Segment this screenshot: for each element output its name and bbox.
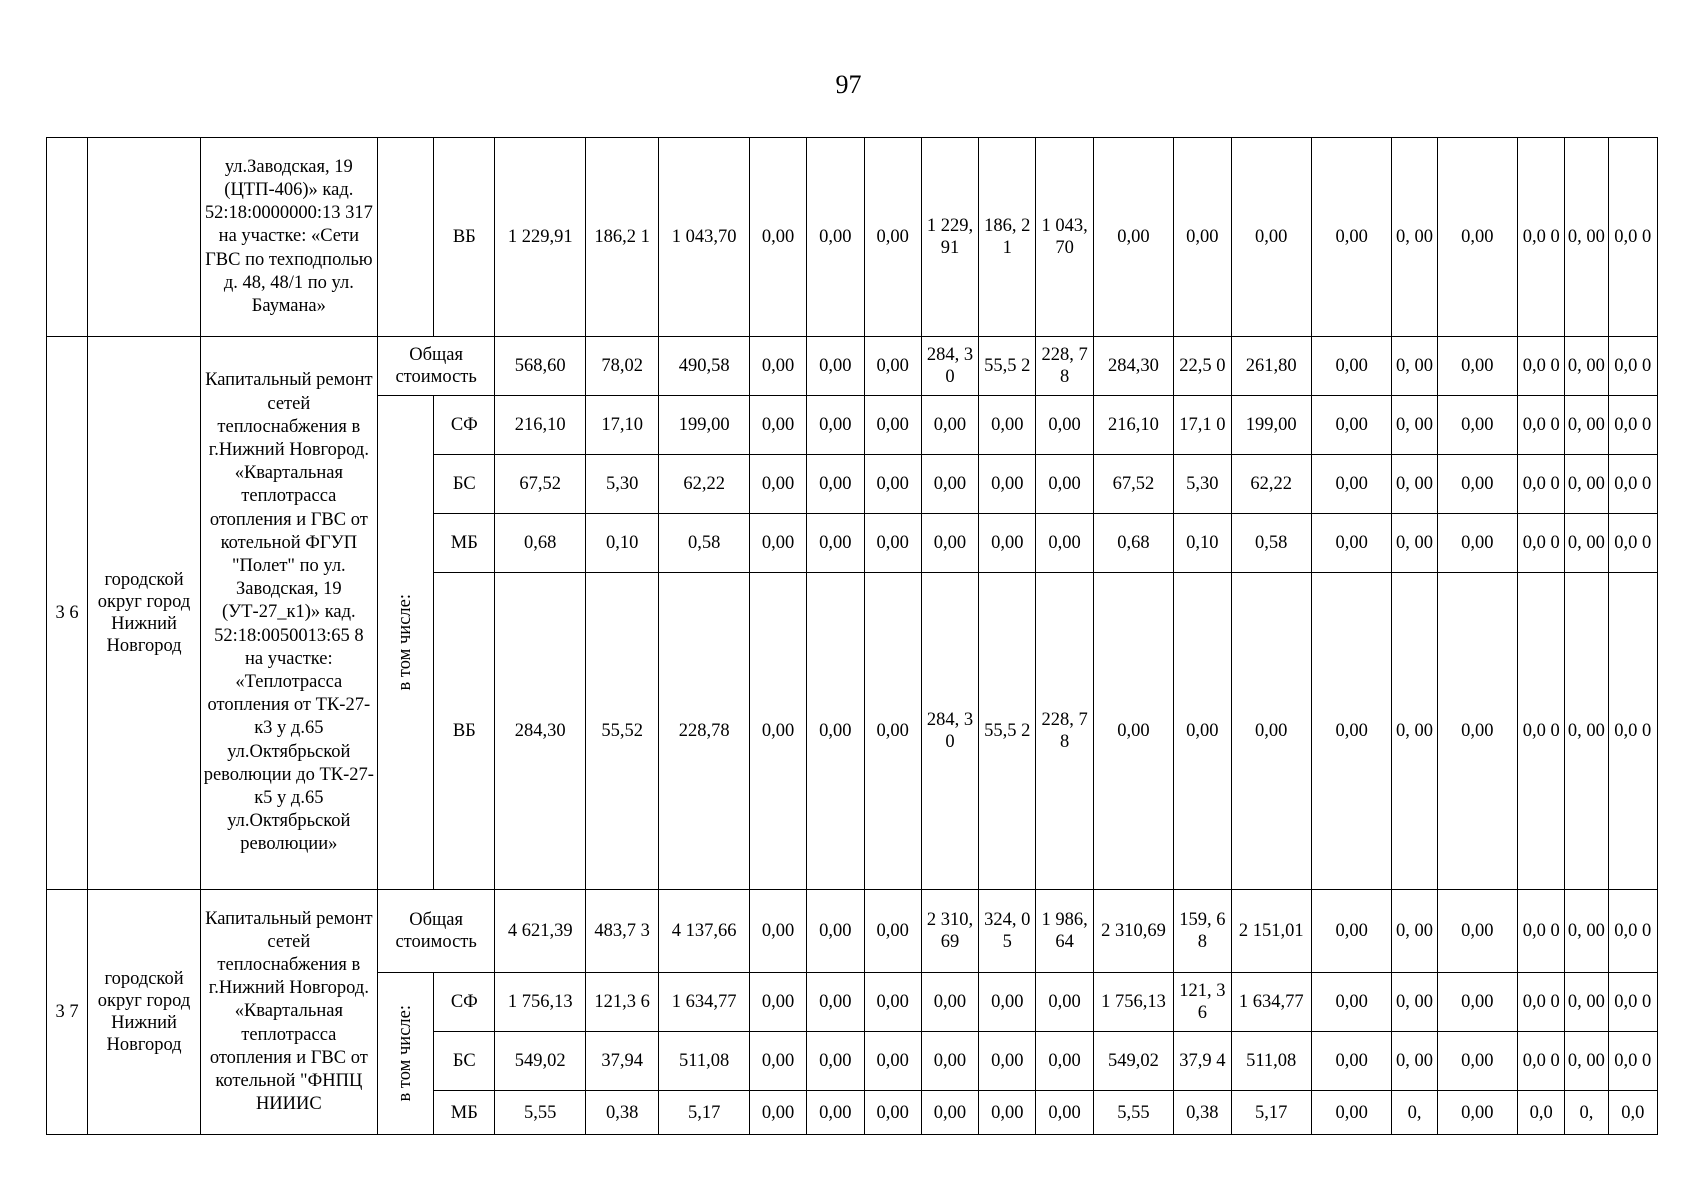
value-cell: 0,38 [585, 1091, 658, 1135]
value-cell: 0,00 [1311, 1091, 1391, 1135]
value-cell: 0,00 [807, 337, 864, 396]
value-cell: 0,00 [979, 514, 1036, 573]
value-cell: 284,30 [1093, 337, 1173, 396]
value-cell: 0,00 [807, 1091, 864, 1135]
funding-source: МБ [434, 1091, 495, 1135]
value-cell: 78,02 [585, 337, 658, 396]
value-cell: 1 229, 91 [921, 138, 978, 337]
value-cell: 0,00 [1437, 973, 1517, 1032]
value-cell: 2 151,01 [1231, 890, 1311, 973]
value-cell: 0,0 0 [1518, 455, 1565, 514]
project-description: Капитальный ремонт сетей теплоснабжения в г.Нижний Новгород. «Квартальная теплотрасса отопления и ГВС от котельной ФГУП "Полет" по ул. Заводская, 19 (УТ-27_к1)» кад. 52:18:0050013:65 8 на участке: «Теплотрасса отопления от ТК-27-к3 у д.65 ул.Октябрьской революции до ТК-27-к5 у д.65 ул.Октябрьской революции» [200, 337, 377, 890]
value-cell: 0,0 0 [1608, 337, 1657, 396]
value-cell: 2 310, 69 [921, 890, 978, 973]
value-cell: 0, 00 [1392, 138, 1437, 337]
including-label-cell [377, 973, 433, 1135]
value-cell: 0, [1565, 1091, 1608, 1135]
page-number: 97 [835, 70, 862, 99]
value-cell: 5,55 [1093, 1091, 1173, 1135]
value-cell: 1 043, 70 [1036, 138, 1093, 337]
value-cell: 0,0 0 [1608, 138, 1657, 337]
value-cell: 186, 21 [979, 138, 1036, 337]
value-cell: 0,00 [1231, 573, 1311, 890]
municipality-cell [88, 138, 201, 337]
value-cell: 2 310,69 [1093, 890, 1173, 973]
value-cell: 1 756,13 [495, 973, 586, 1032]
value-cell: 511,08 [659, 1032, 750, 1091]
value-cell: 121,3 6 [585, 973, 658, 1032]
value-cell: 0,00 [921, 973, 978, 1032]
value-cell: 0,00 [749, 455, 806, 514]
value-cell: 5,30 [585, 455, 658, 514]
value-cell: 0,00 [864, 973, 921, 1032]
value-cell: 0,10 [1174, 514, 1231, 573]
value-cell: 0,00 [1437, 573, 1517, 890]
value-cell: 1 634,77 [1231, 973, 1311, 1032]
value-cell: 0,00 [921, 396, 978, 455]
value-cell: 55,52 [585, 573, 658, 890]
value-cell: 0, 00 [1392, 337, 1437, 396]
value-cell: 67,52 [1093, 455, 1173, 514]
value-cell: 0,00 [864, 138, 921, 337]
value-cell: 0,00 [1437, 1032, 1517, 1091]
value-cell: 0,00 [749, 396, 806, 455]
value-cell: 0, 00 [1392, 514, 1437, 573]
value-cell: 228,78 [659, 573, 750, 890]
value-cell: 0, 00 [1565, 890, 1608, 973]
table-row [47, 138, 1658, 337]
value-cell: 0,00 [1437, 514, 1517, 573]
funding-source: МБ [434, 514, 495, 573]
value-cell: 0,00 [1311, 396, 1391, 455]
value-cell: 5,17 [1231, 1091, 1311, 1135]
value-cell: 0,0 [1518, 1091, 1565, 1135]
project-description: Капитальный ремонт сетей теплоснабжения в г.Нижний Новгород. «Квартальная теплотрасса отопления и ГВС от котельной "ФНПЦ НИИИС [200, 890, 377, 1135]
value-cell: 0,00 [1437, 138, 1517, 337]
value-cell: 0,00 [749, 973, 806, 1032]
value-cell: 17,1 0 [1174, 396, 1231, 455]
value-cell: 5,17 [659, 1091, 750, 1135]
row-number: 3 7 [47, 890, 88, 1135]
value-cell: 17,10 [585, 396, 658, 455]
value-cell: 0,00 [749, 1032, 806, 1091]
value-cell: 0,00 [1231, 138, 1311, 337]
funding-source: СФ [434, 973, 495, 1032]
value-cell: 0,0 0 [1518, 1032, 1565, 1091]
value-cell: 0,0 0 [1518, 337, 1565, 396]
value-cell: 37,9 4 [1174, 1032, 1231, 1091]
value-cell: 121, 36 [1174, 973, 1231, 1032]
value-cell: 0,00 [979, 1091, 1036, 1135]
total-cost-label: Общая стоимость [377, 337, 495, 396]
value-cell: 0,0 [1608, 1091, 1657, 1135]
including-label: в том числе: [395, 594, 416, 691]
value-cell: 0,00 [979, 973, 1036, 1032]
value-cell: 0,58 [1231, 514, 1311, 573]
value-cell: 511,08 [1231, 1032, 1311, 1091]
value-cell: 0,10 [585, 514, 658, 573]
value-cell: 0,0 0 [1518, 973, 1565, 1032]
value-cell: 1 634,77 [659, 973, 750, 1032]
value-cell: 0,00 [807, 890, 864, 973]
value-cell: 62,22 [1231, 455, 1311, 514]
value-cell: 0,00 [1036, 1091, 1093, 1135]
value-cell: 0,0 0 [1608, 890, 1657, 973]
funding-source: ВБ [434, 573, 495, 890]
value-cell: 0,00 [1311, 138, 1391, 337]
value-cell: 0,00 [1036, 396, 1093, 455]
value-cell: 5,30 [1174, 455, 1231, 514]
value-cell: 55,5 2 [979, 337, 1036, 396]
value-cell: 0,00 [749, 514, 806, 573]
value-cell: 0,0 0 [1518, 138, 1565, 337]
value-cell: 1 229,91 [495, 138, 586, 337]
municipality: городской округ город Нижний Новгород [88, 890, 201, 1135]
value-cell: 483,7 3 [585, 890, 658, 973]
value-cell: 186,2 1 [585, 138, 658, 337]
value-cell: 490,58 [659, 337, 750, 396]
value-cell: 4 137,66 [659, 890, 750, 973]
including-label-cell [377, 396, 433, 890]
value-cell: 5,55 [495, 1091, 586, 1135]
value-cell: 0,00 [1093, 138, 1173, 337]
value-cell: 0, 00 [1565, 455, 1608, 514]
value-cell: 37,94 [585, 1032, 658, 1091]
value-cell: 549,02 [495, 1032, 586, 1091]
value-cell: 159, 68 [1174, 890, 1231, 973]
value-cell: 0,0 0 [1608, 1032, 1657, 1091]
value-cell: 0,00 [749, 1091, 806, 1135]
value-cell: 0, [1392, 1091, 1437, 1135]
total-cost-label: Общая стоимость [377, 890, 495, 973]
value-cell: 0,00 [807, 138, 864, 337]
value-cell: 0, 00 [1565, 1032, 1608, 1091]
value-cell: 0,00 [1437, 890, 1517, 973]
value-cell: 0,00 [864, 337, 921, 396]
value-cell: 0,00 [807, 396, 864, 455]
value-cell: 0,00 [1437, 455, 1517, 514]
value-cell: 0, 00 [1392, 1032, 1437, 1091]
value-cell: 199,00 [1231, 396, 1311, 455]
value-cell: 0,00 [979, 455, 1036, 514]
value-cell: 0,00 [921, 1091, 978, 1135]
value-cell: 0,00 [1311, 337, 1391, 396]
value-cell: 0, 00 [1392, 973, 1437, 1032]
value-cell: 0,00 [1437, 396, 1517, 455]
value-cell: 0,00 [1174, 573, 1231, 890]
value-cell: 0,00 [1311, 573, 1391, 890]
budget-table [46, 137, 1658, 1135]
value-cell: 549,02 [1093, 1032, 1173, 1091]
value-cell: 324, 05 [979, 890, 1036, 973]
value-cell: 0,00 [864, 573, 921, 890]
value-cell: 0,0 0 [1608, 396, 1657, 455]
value-cell: 284,30 [495, 573, 586, 890]
value-cell: 0,00 [1311, 514, 1391, 573]
value-cell: 0, 00 [1565, 396, 1608, 455]
value-cell: 0,00 [749, 138, 806, 337]
table-row [47, 337, 1658, 396]
value-cell: 0,00 [807, 455, 864, 514]
value-cell: 0,00 [979, 396, 1036, 455]
row-number-cell [47, 138, 88, 337]
value-cell: 0,0 0 [1608, 573, 1657, 890]
value-cell: 0,00 [1093, 573, 1173, 890]
value-cell: 0,68 [1093, 514, 1173, 573]
funding-source: БС [434, 455, 495, 514]
value-cell: 0,00 [864, 514, 921, 573]
value-cell: 0,00 [1437, 337, 1517, 396]
value-cell: 0, 00 [1565, 573, 1608, 890]
value-cell: 0,00 [864, 1091, 921, 1135]
municipality: городской округ город Нижний Новгород [88, 337, 201, 890]
value-cell: 0,00 [1174, 138, 1231, 337]
value-cell: 0, 00 [1392, 573, 1437, 890]
value-cell: 1 043,70 [659, 138, 750, 337]
value-cell: 0,0 0 [1518, 514, 1565, 573]
value-cell: 284, 30 [921, 573, 978, 890]
value-cell: 216,10 [1093, 396, 1173, 455]
value-cell: 0, 00 [1565, 138, 1608, 337]
funding-source: БС [434, 1032, 495, 1091]
value-cell: 0,0 0 [1608, 514, 1657, 573]
value-cell: 0,00 [864, 455, 921, 514]
including-label-cell [377, 138, 433, 337]
value-cell: 0,00 [749, 890, 806, 973]
value-cell: 0,00 [921, 455, 978, 514]
value-cell: 0,00 [807, 514, 864, 573]
value-cell: 0,00 [1311, 973, 1391, 1032]
value-cell: 0,00 [1036, 1032, 1093, 1091]
value-cell: 284, 30 [921, 337, 978, 396]
value-cell: 0, 00 [1392, 890, 1437, 973]
value-cell: 22,5 0 [1174, 337, 1231, 396]
value-cell: 0,00 [807, 973, 864, 1032]
value-cell: 0,38 [1174, 1091, 1231, 1135]
funding-source: СФ [434, 396, 495, 455]
value-cell: 0,00 [749, 573, 806, 890]
project-description: ул.Заводская, 19 (ЦТП-406)» кад. 52:18:0000000:13 317 на участке: «Сети ГВС по техподполью д. 48, 48/1 по ул. Баумана» [200, 138, 377, 337]
value-cell: 0,00 [1311, 1032, 1391, 1091]
table-body [47, 138, 1658, 1135]
value-cell: 0,00 [749, 337, 806, 396]
including-label: в том числе: [395, 1005, 416, 1102]
funding-source: ВБ [434, 138, 495, 337]
value-cell: 0, 00 [1565, 973, 1608, 1032]
value-cell: 0,58 [659, 514, 750, 573]
value-cell: 0,0 0 [1518, 396, 1565, 455]
value-cell: 216,10 [495, 396, 586, 455]
value-cell: 0,00 [921, 514, 978, 573]
value-cell: 568,60 [495, 337, 586, 396]
value-cell: 228, 78 [1036, 573, 1093, 890]
value-cell: 0,00 [1311, 455, 1391, 514]
value-cell: 0,00 [864, 1032, 921, 1091]
value-cell: 0, 00 [1565, 514, 1608, 573]
value-cell: 199,00 [659, 396, 750, 455]
value-cell: 0,0 0 [1608, 973, 1657, 1032]
value-cell: 228, 78 [1036, 337, 1093, 396]
value-cell: 0,00 [864, 396, 921, 455]
value-cell: 0,00 [807, 573, 864, 890]
row-number: 3 6 [47, 337, 88, 890]
value-cell: 62,22 [659, 455, 750, 514]
value-cell: 0,00 [864, 890, 921, 973]
value-cell: 0,00 [1437, 1091, 1517, 1135]
value-cell: 0,0 0 [1518, 573, 1565, 890]
value-cell: 0,00 [1036, 455, 1093, 514]
value-cell: 67,52 [495, 455, 586, 514]
value-cell: 0,00 [1036, 973, 1093, 1032]
value-cell: 1 756,13 [1093, 973, 1173, 1032]
value-cell: 4 621,39 [495, 890, 586, 973]
value-cell: 0, 00 [1565, 337, 1608, 396]
value-cell: 0, 00 [1392, 396, 1437, 455]
value-cell: 0,0 0 [1608, 455, 1657, 514]
value-cell: 0,00 [807, 1032, 864, 1091]
value-cell: 0,00 [979, 1032, 1036, 1091]
table-row [47, 890, 1658, 973]
value-cell: 0,0 0 [1518, 890, 1565, 973]
value-cell: 0,00 [921, 1032, 978, 1091]
value-cell: 0,00 [1036, 514, 1093, 573]
value-cell: 261,80 [1231, 337, 1311, 396]
value-cell: 55,5 2 [979, 573, 1036, 890]
value-cell: 0, 00 [1392, 455, 1437, 514]
value-cell: 1 986, 64 [1036, 890, 1093, 973]
value-cell: 0,00 [1311, 890, 1391, 973]
value-cell: 0,68 [495, 514, 586, 573]
